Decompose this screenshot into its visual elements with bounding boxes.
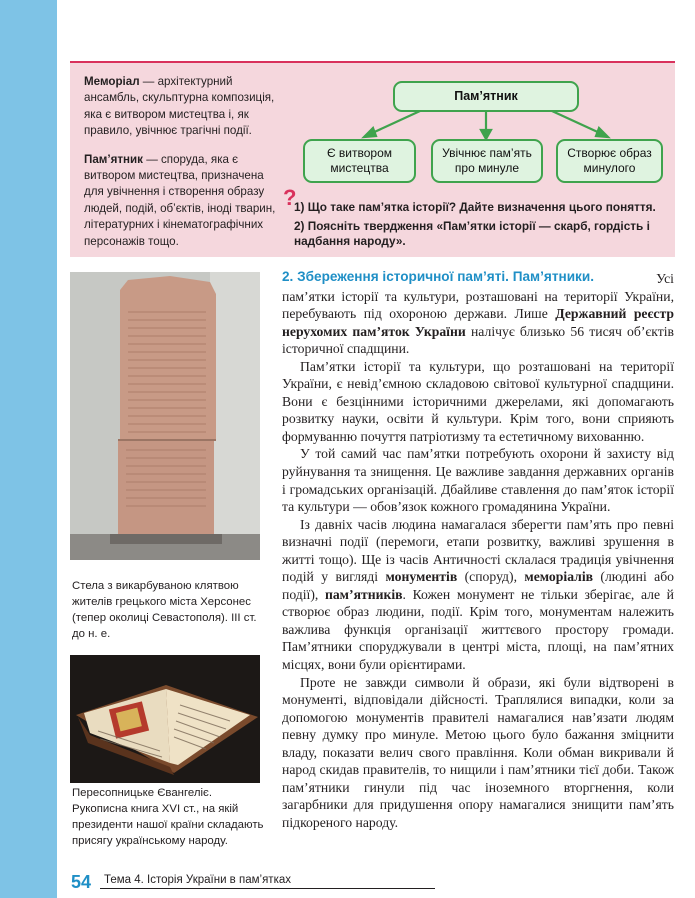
paragraph-4-monuments: монументів bbox=[385, 569, 458, 585]
paragraph-2: Пам’ятки історії та культури, що розташовані на території України, є невід’ємною складовою світової культурної спадщини. Вони є безцінними історичними джерелами, які допомагають розвитку науки, освіти й культури. Крім того, вони сприяють формуванню почуття патріотизму та естетичному вихованню. bbox=[282, 358, 674, 444]
svg-text:?: ? bbox=[283, 185, 297, 210]
memorial-term: Меморіал bbox=[84, 75, 140, 88]
paragraph-1-c: налічує близько 56 тисяч об’єктів історичної спадщини. bbox=[282, 323, 674, 357]
section-title: 2. Збереження історичної пам’яті. Пам’ятники. bbox=[282, 269, 594, 284]
paragraph-5: Проте не завжди символи й образи, які були відтворені в монументі, відповідали дійсності. Траплялися випадки, коли за допомогою монументів правителі намагалися нав’язати людям певну думку про минуле. Метою цього було бажання зміцнити владу, показати велич свого правління. Коли обман викривали й народ скидав правителів, то нищили і пам’ятники тієї доби. Також пам’ятники гинули під час іноземного вторгнення, коли загарбники для придушення опору намагалися знищити пам’ять підкореного народу. bbox=[282, 674, 674, 830]
memorial-text: — архітектурний ансамбль, скульптурна композиція, яка є витвором мистецтва і, як правило, увічнює трагічні події. bbox=[84, 75, 275, 138]
stele-photo bbox=[70, 272, 260, 560]
paragraph-4 bbox=[282, 516, 674, 674]
stele-caption: Стела з викарбуваною клятвою жителів грецького міста Херсонес (тепер околиці Севастополя). ІІІ ст. до н. е. bbox=[72, 580, 257, 640]
paragraph-3: У той самий час пам’ятки потребують охорони й захисту від руйнування та знищення. Це важливе завдання державних органів і громадських організацій. Дбайливе ставлення до пам’яток історії та культури — обов’язок кожного громадянина України. bbox=[282, 446, 674, 515]
paragraph-4-a: Із давніх часів людина намагалася зберегти пам’ять про певні визначні події (перемоги, етапи розвитку, важливі зрушення в житті тощо). Ще із часів Античності склалася традиція увічнення подій у вигляді bbox=[282, 516, 674, 585]
paragraph-1-a: Усі пам’ятки історії та культури, розташовані на території України, перебувають під охороною держави. Лише bbox=[282, 271, 674, 322]
page-number: 54 bbox=[71, 872, 92, 892]
arrow-right-head bbox=[596, 128, 608, 137]
question-1: 1) Що таке пам’ятка історії? Дайте визначення цього поняття. bbox=[294, 200, 656, 214]
paragraph-4-e: (людині або події), bbox=[282, 569, 675, 602]
paragraph-4-c: (споруд), bbox=[457, 569, 525, 585]
gospel-illustration bbox=[70, 655, 260, 783]
chapter-title: Тема 4. Історія України в пам’ятках bbox=[104, 874, 291, 886]
main-text bbox=[282, 270, 674, 832]
paragraph-4-memorials: меморіалів bbox=[524, 569, 594, 585]
question-2: 2) Поясніть твердження «Пам’ятки історії — скарб, гордість і надбання народу». bbox=[294, 218, 650, 248]
paragraph-4-monuments-2: пам’ятників bbox=[324, 586, 403, 602]
paragraph-1 bbox=[282, 270, 674, 358]
stele-illustration bbox=[70, 272, 260, 560]
arrow-left bbox=[370, 111, 420, 134]
arrow-middle-head bbox=[481, 130, 491, 139]
arrow-right bbox=[552, 111, 602, 134]
review-questions bbox=[294, 200, 670, 253]
gospel-photo bbox=[70, 655, 260, 783]
diagram-root-monument: Пам’ятник bbox=[393, 81, 579, 112]
monument-text: — споруда, яка є витвором мистецтва, призначена для увічнення і створення образу людей, подій, об’єктів, іноді тварин, літературних і кінематографічних персонажів тощо. bbox=[84, 152, 276, 248]
paragraph-4-g: . Кожен монумент не тільки зберігає, але й створює образ людини, події. Крім того, монументам належить важлива функція організації життєвого простору громади. Пам’ятники споруджували в центрі міста, площі, на пам’ятних місцях, вони були орієнтирами. bbox=[282, 586, 674, 673]
arrow-left-head bbox=[364, 128, 376, 137]
diagram-child-image: Створює образ минулого bbox=[556, 139, 663, 183]
diagram-child-memory: Увічнює пам’ять про минуле bbox=[431, 139, 543, 183]
chapter-footer bbox=[100, 874, 435, 889]
diagram-child-art: Є витвором мистецтва bbox=[303, 139, 416, 183]
gospel-caption: Пересопницьке Євангеліє. Рукописна книга XVI ст., на якій президенти нашої країни складають присягу українському народу. bbox=[72, 787, 264, 847]
paragraph-1-registry: Державний реєстр нерухомих пам’яток України bbox=[282, 306, 675, 339]
monument-term: Пам’ятник bbox=[84, 152, 143, 166]
